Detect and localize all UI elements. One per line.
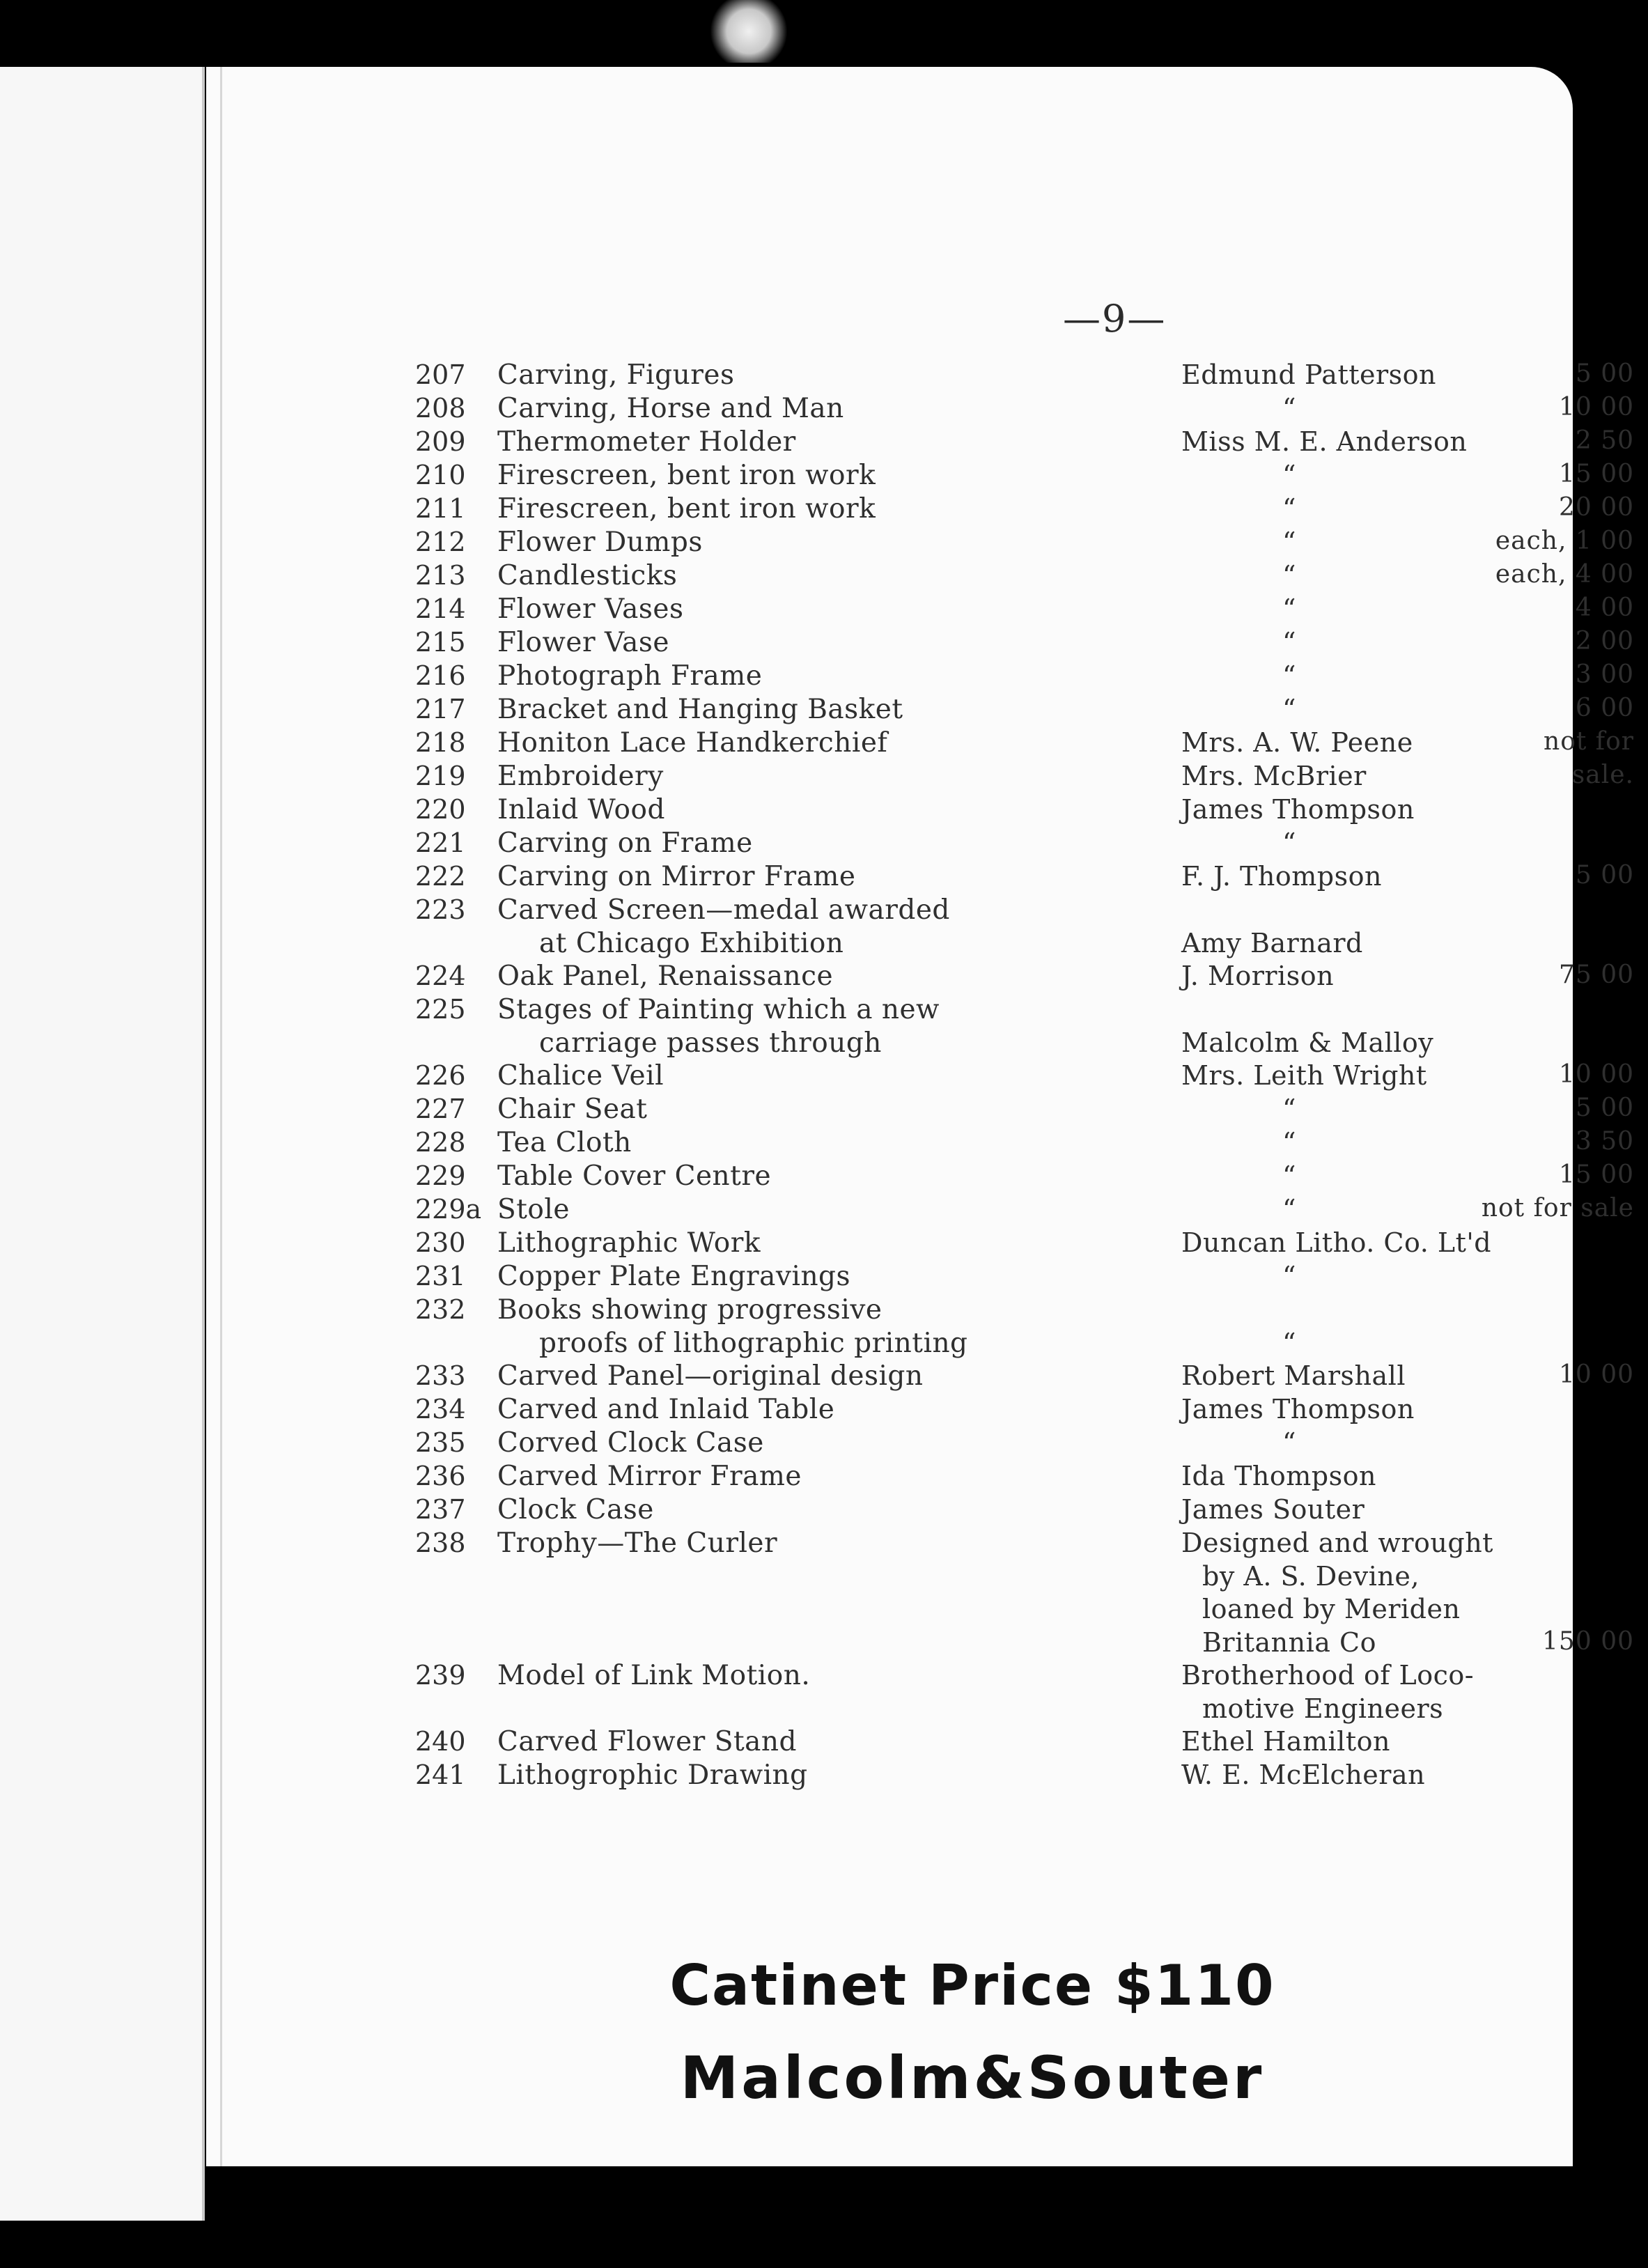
entry-title: Tea Cloth (497, 1127, 632, 1158)
entry-title: Photograph Frame (497, 660, 763, 692)
entry-line (415, 1227, 1634, 1261)
entry-title: Lithographic Work (497, 1227, 761, 1259)
entry-owner: Amy Barnard (1181, 927, 1363, 958)
stamp-price-line: Catinet Price $110 (669, 1953, 1275, 2018)
entry-number: 233 (415, 1360, 466, 1391)
entry-number: 207 (415, 359, 466, 390)
entry-line (415, 1427, 1634, 1461)
entry-price: 20 00 (1558, 493, 1634, 522)
entry-number: 226 (415, 1060, 466, 1091)
entry-owner: “ (1282, 593, 1296, 624)
entry-owner: “ (1282, 393, 1296, 424)
entry-owner: J. Morrison (1181, 961, 1335, 991)
entry-line (415, 1328, 1634, 1361)
entry-line (415, 994, 1634, 1027)
entry-line (415, 1760, 1634, 1793)
entry-title: at Chicago Exhibition (539, 927, 844, 959)
entry-price: 10 00 (1558, 1060, 1634, 1089)
catalogue-entry (415, 894, 1634, 961)
entry-line (415, 627, 1634, 660)
entry-title: Bracket and Hanging Basket (497, 694, 903, 725)
entry-title: Carved Panel—original design (497, 1360, 924, 1392)
entry-number: 234 (415, 1394, 466, 1424)
entry-price: 5 00 (1575, 861, 1634, 890)
entry-owner: James Thompson (1181, 1394, 1415, 1424)
entry-title: Carved Mirror Frame (497, 1461, 802, 1492)
entry-price: 2 50 (1575, 426, 1634, 455)
entry-title: Carved and Inlaid Table (497, 1394, 835, 1425)
entry-number: 227 (415, 1094, 466, 1124)
entry-title: Stages of Painting which a new (497, 994, 940, 1025)
catalogue-entry (415, 493, 1634, 527)
entry-title: Table Cover Centre (497, 1160, 772, 1192)
entry-title: Flower Vase (497, 627, 669, 658)
entry-owner: Mrs. A. W. Peene (1181, 727, 1413, 758)
entry-title: proofs of lithographic printing (539, 1327, 968, 1359)
entry-price: 5 00 (1575, 1094, 1634, 1122)
entry-title: Chair Seat (497, 1094, 648, 1125)
entry-owner: F. J. Thompson (1181, 861, 1382, 892)
catalogue-entries (415, 359, 1634, 1793)
entry-number: 230 (415, 1227, 466, 1258)
catalogue-entry (415, 1227, 1634, 1261)
entry-owner: “ (1282, 627, 1296, 658)
catalogue-entry (415, 527, 1634, 560)
entry-price: 150 00 (1542, 1626, 1634, 1656)
entry-title: Oak Panel, Renaissance (497, 961, 834, 992)
entry-line (415, 527, 1634, 560)
entry-owner: Ida Thompson (1181, 1461, 1376, 1491)
entry-number: 229 (415, 1160, 466, 1191)
catalogue-entry (415, 1294, 1634, 1360)
entry-number: 231 (415, 1261, 466, 1291)
entry-line (415, 359, 1634, 393)
entry-line (415, 593, 1634, 627)
entry-number: 239 (415, 1660, 466, 1691)
entry-number: 229a (415, 1194, 482, 1225)
entry-number: 216 (415, 660, 466, 691)
entry-number: 236 (415, 1461, 466, 1491)
entry-line (415, 1594, 1634, 1627)
entry-title: Chalice Veil (497, 1060, 664, 1092)
entry-owner: “ (1282, 1094, 1296, 1124)
entry-number: 219 (415, 761, 466, 791)
catalogue-entry (415, 460, 1634, 493)
entry-price: 75 00 (1558, 961, 1634, 989)
entry-line (415, 560, 1634, 593)
entry-owner: Miss M. E. Anderson (1181, 426, 1468, 457)
entry-line (415, 1360, 1634, 1394)
entry-price: 4 00 (1575, 593, 1634, 622)
stamp-maker-line: Malcolm&Souter (680, 2044, 1265, 2112)
entry-line (415, 460, 1634, 493)
entry-owner: Malcolm & Malloy (1181, 1027, 1434, 1058)
entry-number: 222 (415, 861, 466, 892)
entry-line (415, 1494, 1634, 1528)
entry-number: 241 (415, 1760, 466, 1790)
entry-price: sale. (1571, 761, 1634, 789)
catalogue-entry (415, 794, 1634, 828)
entry-line (415, 660, 1634, 694)
entry-price: each, 1 00 (1495, 527, 1634, 555)
entry-owner: Robert Marshall (1181, 1360, 1406, 1391)
catalogue-entry (415, 1461, 1634, 1494)
entry-title: Copper Plate Engravings (497, 1261, 851, 1292)
entry-owner: “ (1282, 1127, 1296, 1158)
catalogue-entry (415, 761, 1634, 794)
page-gutter (220, 67, 222, 2166)
entry-owner: James Thompson (1181, 794, 1415, 825)
entry-owner: W. E. McElcheran (1181, 1760, 1426, 1790)
entry-number: 220 (415, 794, 466, 825)
entry-line (415, 1461, 1634, 1494)
entry-owner: “ (1282, 1427, 1296, 1458)
entry-price: 15 00 (1558, 460, 1634, 488)
catalogue-entry (415, 1261, 1634, 1294)
entry-number: 211 (415, 493, 466, 524)
entry-title: Stole (497, 1194, 570, 1225)
entry-price: 10 00 (1558, 1360, 1634, 1389)
entry-title: Carved Flower Stand (497, 1726, 797, 1757)
entry-owner: Mrs. McBrier (1181, 761, 1367, 791)
catalogue-entry (415, 359, 1634, 393)
entry-title: Books showing progressive (497, 1294, 883, 1326)
entry-number: 210 (415, 460, 466, 490)
entry-line (415, 694, 1634, 727)
entry-price: 2 00 (1575, 627, 1634, 655)
entry-number: 232 (415, 1294, 466, 1325)
catalogue-page (206, 67, 1634, 2166)
entry-price: 6 00 (1575, 694, 1634, 722)
entry-owner: Designed and wrought (1181, 1528, 1493, 1558)
entry-title: Honiton Lace Handkerchief (497, 727, 888, 759)
catalogue-entry (415, 1394, 1634, 1427)
entry-price: 10 00 (1558, 393, 1634, 421)
entry-title: Embroidery (497, 761, 664, 792)
entry-number: 238 (415, 1528, 466, 1558)
entry-title: Flower Dumps (497, 527, 703, 558)
catalogue-entry (415, 1094, 1634, 1127)
entry-number: 235 (415, 1427, 466, 1458)
entry-title: Carving on Mirror Frame (497, 861, 856, 892)
catalogue-entry (415, 627, 1634, 660)
catalogue-entry (415, 1060, 1634, 1094)
entry-owner: “ (1282, 460, 1296, 490)
entry-line (415, 1394, 1634, 1427)
entry-title: Carving, Horse and Man (497, 393, 844, 424)
entry-number: 215 (415, 627, 466, 658)
entry-number: 224 (415, 961, 466, 991)
page-number: —9— (1063, 297, 1167, 341)
catalogue-entry (415, 593, 1634, 627)
catalogue-entry (415, 560, 1634, 593)
facing-page-edge (0, 67, 205, 2221)
entry-owner: “ (1282, 1194, 1296, 1225)
entry-line (415, 1726, 1634, 1760)
catalogue-entry (415, 1726, 1634, 1760)
catalogue-entry (415, 1194, 1634, 1227)
entry-title: Firescreen, bent iron work (497, 460, 876, 491)
entry-line (415, 727, 1634, 761)
entry-owner: “ (1282, 660, 1296, 691)
entry-line (415, 1627, 1634, 1661)
entry-price: not for sale (1481, 1194, 1634, 1222)
entry-line (415, 1660, 1634, 1693)
entry-owner: Mrs. Leith Wright (1181, 1060, 1427, 1091)
entry-number: 217 (415, 694, 466, 724)
entry-number: 228 (415, 1127, 466, 1158)
entry-owner: Edmund Patterson (1181, 359, 1437, 390)
entry-line (415, 894, 1634, 928)
entry-owner: loaned by Meriden (1202, 1594, 1461, 1624)
entry-title: Carving, Figures (497, 359, 735, 391)
catalogue-entry (415, 393, 1634, 426)
catalogue-entry (415, 1427, 1634, 1461)
catalogue-entry (415, 694, 1634, 727)
entry-owner: motive Engineers (1202, 1693, 1444, 1724)
entry-title: Flower Vases (497, 593, 684, 625)
catalogue-entry (415, 861, 1634, 894)
entry-title: Clock Case (497, 1494, 654, 1525)
entry-owner: “ (1282, 1261, 1296, 1291)
entry-line (415, 1294, 1634, 1328)
catalogue-entry (415, 1494, 1634, 1528)
entry-price: 15 00 (1558, 1160, 1634, 1189)
catalogue-entry (415, 961, 1634, 994)
entry-line (415, 928, 1634, 961)
entry-owner: James Souter (1181, 1494, 1365, 1525)
entry-line (415, 1194, 1634, 1227)
catalogue-entry (415, 1528, 1634, 1660)
entry-number: 209 (415, 426, 466, 457)
entry-price: 3 50 (1575, 1127, 1634, 1156)
entry-title: carriage passes through (539, 1027, 882, 1059)
entry-line (415, 1027, 1634, 1061)
entry-line (415, 1261, 1634, 1294)
catalogue-entry (415, 660, 1634, 694)
entry-number: 213 (415, 560, 466, 591)
entry-line (415, 1693, 1634, 1727)
entry-number: 237 (415, 1494, 466, 1525)
entry-title: Inlaid Wood (497, 794, 665, 825)
entry-owner: “ (1282, 694, 1296, 724)
entry-line (415, 1561, 1634, 1594)
entry-line (415, 861, 1634, 894)
entry-title: Trophy—The Curler (497, 1528, 778, 1559)
entry-number: 208 (415, 393, 466, 424)
entry-owner: Brotherhood of Loco- (1181, 1660, 1475, 1691)
entry-line (415, 961, 1634, 994)
entry-number: 218 (415, 727, 466, 758)
catalogue-entry (415, 1760, 1634, 1793)
catalogue-entry (415, 426, 1634, 460)
entry-number: 225 (415, 994, 466, 1025)
catalogue-entry (415, 828, 1634, 861)
entry-price: 5 00 (1575, 359, 1634, 388)
entry-owner: Duncan Litho. Co. Lt'd (1181, 1227, 1492, 1258)
entry-title: Model of Link Motion. (497, 1660, 811, 1691)
entry-title: Candlesticks (497, 560, 678, 591)
catalogue-entry (415, 994, 1634, 1060)
entry-title: Thermometer Holder (497, 426, 796, 458)
entry-number: 240 (415, 1726, 466, 1757)
entry-title: Corved Clock Case (497, 1427, 764, 1459)
entry-owner: “ (1282, 493, 1296, 524)
entry-number: 214 (415, 593, 466, 624)
entry-line (415, 1094, 1634, 1127)
entry-number: 223 (415, 894, 466, 925)
entry-line (415, 1060, 1634, 1094)
entry-line (415, 761, 1634, 794)
entry-line (415, 828, 1634, 861)
entry-owner: “ (1282, 527, 1296, 557)
catalogue-entry (415, 1360, 1634, 1394)
entry-price: not for (1544, 727, 1634, 756)
entry-line (415, 794, 1634, 828)
catalogue-entry (415, 1127, 1634, 1160)
catalogue-entry (415, 1660, 1634, 1726)
entry-price: each, 4 00 (1495, 560, 1634, 589)
entry-title: Carved Screen—medal awarded (497, 894, 950, 926)
entry-line (415, 1528, 1634, 1561)
entry-title: Carving on Frame (497, 828, 753, 859)
scan-blemish (703, 0, 794, 63)
entry-owner: by A. S. Devine, (1202, 1560, 1420, 1592)
entry-number: 221 (415, 828, 466, 858)
catalogue-entry (415, 727, 1634, 761)
entry-price: 3 00 (1575, 660, 1634, 689)
entry-owner: “ (1282, 560, 1296, 591)
entry-title: Lithogrophic Drawing (497, 1760, 808, 1791)
entry-line (415, 393, 1634, 426)
entry-line (415, 493, 1634, 527)
entry-owner: “ (1282, 828, 1296, 858)
entry-owner: Britannia Co (1202, 1626, 1376, 1658)
entry-title: Firescreen, bent iron work (497, 493, 876, 525)
entry-owner: “ (1282, 1160, 1296, 1191)
entry-number: 212 (415, 527, 466, 557)
entry-line (415, 426, 1634, 460)
catalogue-entry (415, 1160, 1634, 1194)
entry-line (415, 1127, 1634, 1160)
entry-owner: “ (1282, 1327, 1296, 1358)
entry-line (415, 1160, 1634, 1194)
entry-owner: Ethel Hamilton (1181, 1726, 1390, 1757)
